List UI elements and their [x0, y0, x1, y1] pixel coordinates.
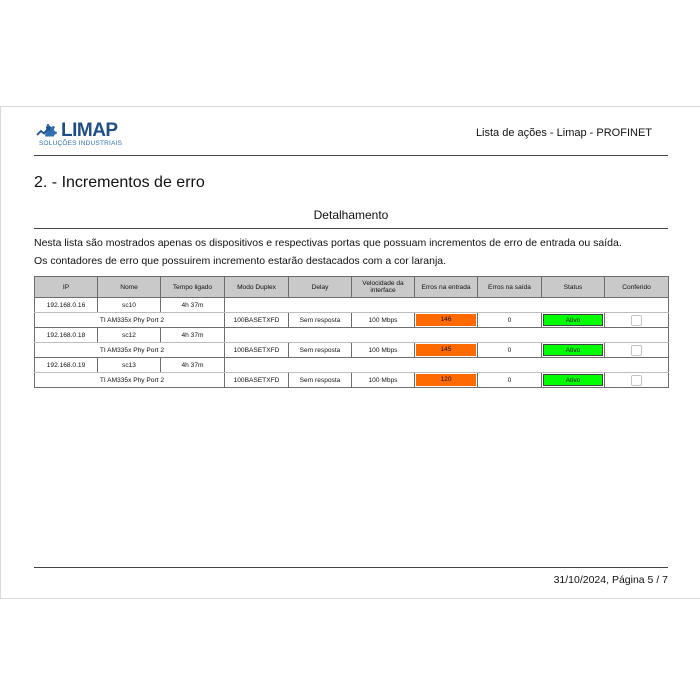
column-header-name: Nome [98, 277, 161, 298]
column-header-checked: Conferido [605, 277, 669, 298]
port-row [35, 373, 669, 388]
in-errors-value: 146 [416, 314, 476, 326]
checked-checkbox[interactable] [631, 315, 642, 326]
footer-divider [34, 567, 668, 568]
column-header-delay: Delay [289, 277, 352, 298]
device-uptime: 4h 37m [161, 298, 225, 313]
port-name: TI AM335x Phy Port 2 [35, 343, 225, 358]
legend-paragraph: Os contadores de erro que possuirem incremento estarão destacados com a cor laranja. [34, 255, 447, 267]
device-row [35, 358, 669, 373]
port-delay: Sem resposta [289, 373, 352, 388]
out-errors-value: 0 [478, 373, 542, 388]
page-footer: 31/10/2024, Página 5 / 7 [553, 574, 668, 586]
port-duplex: 100BASETXFD [225, 313, 289, 328]
device-ip: 192.168.0.16 [35, 298, 98, 313]
company-logo [34, 120, 124, 148]
port-row [35, 313, 669, 328]
out-errors-value: 0 [478, 343, 542, 358]
device-row [35, 328, 669, 343]
status-badge: Ativo [543, 344, 603, 356]
status-badge: Ativo [543, 314, 603, 326]
port-speed: 100 Mbps [352, 343, 415, 358]
checked-checkbox[interactable] [631, 375, 642, 386]
device-name: sc10 [98, 298, 161, 313]
port-speed: 100 Mbps [352, 373, 415, 388]
in-errors-value: 120 [416, 374, 476, 386]
port-duplex: 100BASETXFD [225, 373, 289, 388]
port-delay: Sem resposta [289, 343, 352, 358]
column-header-duplex: Modo Duplex [225, 277, 289, 298]
column-header-speed: Velocidade da interface [352, 277, 415, 298]
port-row [35, 343, 669, 358]
table-header-row [35, 277, 669, 298]
device-name: sc12 [98, 328, 161, 343]
device-row [35, 298, 669, 313]
port-name: TI AM335x Phy Port 2 [35, 313, 225, 328]
port-name: TI AM335x Phy Port 2 [35, 373, 225, 388]
out-errors-value: 0 [478, 313, 542, 328]
subheading: Detalhamento [34, 208, 668, 229]
error-increments-table [34, 276, 669, 388]
device-name: sc13 [98, 358, 161, 373]
column-header-out-errors: Erros na saída [478, 277, 542, 298]
device-ip: 192.168.0.19 [35, 358, 98, 373]
logo-subtext: SOLUÇÕES INDUSTRIAIS [39, 140, 123, 147]
device-ip: 192.168.0.18 [35, 328, 98, 343]
page-left-edge [0, 106, 1, 599]
logo-text: LIMAP [61, 120, 118, 141]
column-header-status: Status [542, 277, 605, 298]
column-header-ip: IP [35, 277, 98, 298]
device-uptime: 4h 37m [161, 328, 225, 343]
column-header-in-errors: Erros na entrada [415, 277, 478, 298]
page-header [34, 118, 668, 156]
checked-checkbox[interactable] [631, 345, 642, 356]
page-bottom-edge [0, 598, 700, 599]
port-speed: 100 Mbps [352, 313, 415, 328]
section-title: 2. - Incrementos de erro [34, 174, 205, 191]
device-uptime: 4h 37m [161, 358, 225, 373]
page-top-edge [0, 106, 700, 107]
description-paragraph: Nesta lista são mostrados apenas os dispositivos e respectivas portas que possuam incrementos de erro de entrada ou saída. [34, 237, 622, 249]
port-delay: Sem resposta [289, 313, 352, 328]
port-duplex: 100BASETXFD [225, 343, 289, 358]
in-errors-value: 145 [416, 344, 476, 356]
column-header-uptime: Tempo ligado [161, 277, 225, 298]
status-badge: Ativo [543, 374, 603, 386]
document-title: Lista de ações - Limap - PROFINET [475, 127, 652, 139]
